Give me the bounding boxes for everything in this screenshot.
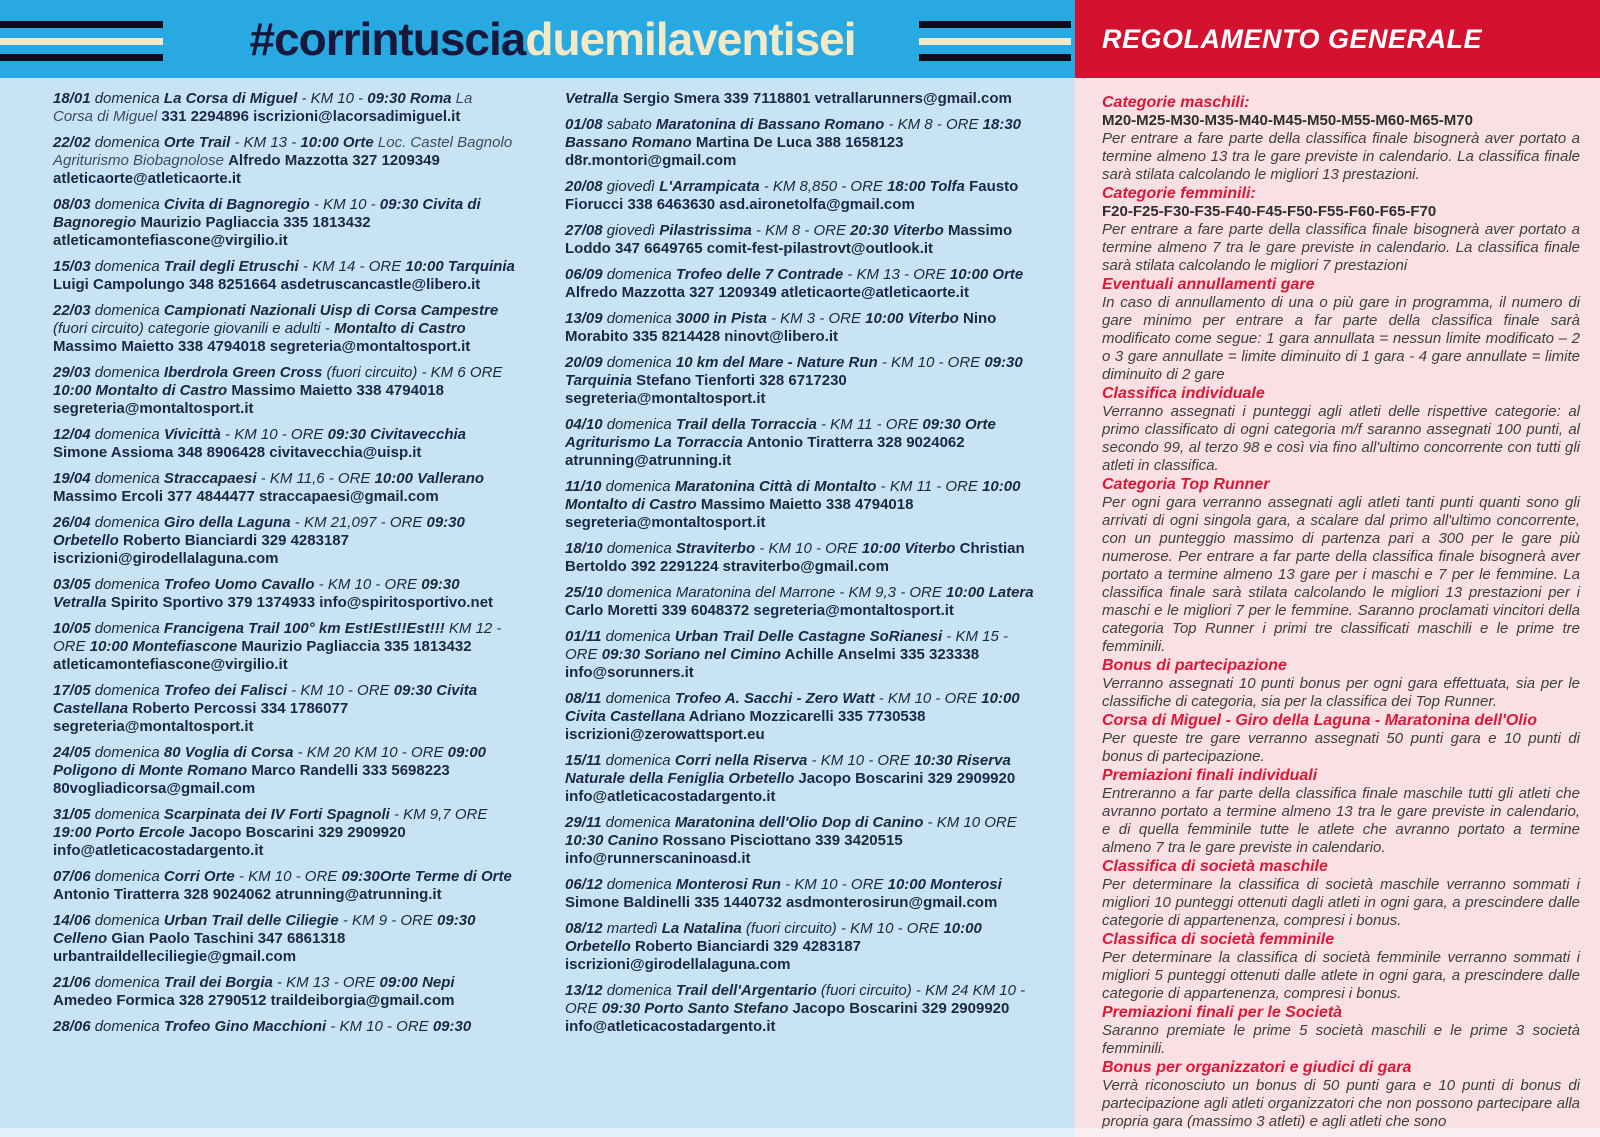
calendar-column-2 [565, 90, 1043, 1044]
title-year: duemilaventisei [525, 13, 856, 65]
rule-text: Entreranno a far parte della classifica finale maschile tutti gli atleti che avranno portato a termine almeno 13 tra le gare previste in calendario, e di quella femminile tutte le atlete che avranno portato a termine almeno 7 tra le gare previste in calendario. [1102, 785, 1580, 856]
calendar-entry: 01/11 domenica Urban Trail Delle Castagne SoRianesi - KM 15 - ORE 09:30 Soriano nel Cimino Achille Anselmi 335 323338 info@sorunners.it [565, 628, 1008, 681]
regolamento-body [1075, 78, 1600, 1131]
regolamento-panel [1075, 0, 1600, 1137]
stripes-right-decoration [919, 21, 1071, 61]
rule-text: In caso di annullamento di una o più gare in programma, il numero di gare minimo per entrare a far parte della classifica finale sarà modificato come segue: 1 gara annullata = nessun limite modificato – 2 o 3 gare annullate = limite diminuito di 1 gara - 4 gare annullate = limite diminuito di 2 gare [1102, 294, 1580, 383]
regolamento-title: REGOLAMENTO GENERALE [1102, 23, 1483, 54]
rule-heading: Premiazioni finali per le Società [1102, 1004, 1343, 1021]
bottom-bleed-strip [0, 1128, 1600, 1137]
calendar-entry: 22/03 domenica Campionati Nazionali Uisp di Corsa Campestre (fuori circuito) categorie giovanili e adulti - Montalto di Castro Massimo Maietto 338 4794018 segreteria@montaltosport.it [53, 302, 499, 355]
calendar-entry: 03/05 domenica Trofeo Uomo Cavallo - KM 10 - ORE 09:30 Vetralla Spirito Sportivo 379 1374933 info@spiritosportivo.net [53, 576, 494, 611]
calendar-entry: 22/02 domenica Orte Trail - KM 13 - 10:00 Orte Loc. Castel Bagnolo Agriturismo Biobagnolose Alfredo Mazzotta 327 1209349 atleticaorte@atleticaorte.it [53, 134, 513, 187]
calendar-entry: 06/09 domenica Trofeo delle 7 Contrade - KM 13 - ORE 10:00 Orte Alfredo Mazzotta 327 1209349 atleticaorte@atleticaorte.it [565, 266, 1024, 301]
calendar-entry: 08/12 martedì La Natalina (fuori circuito) - KM 10 - ORE 10:00 Orbetello Roberto Bianciardi 329 4283187 iscrizioni@girodellalaguna.com [565, 920, 982, 973]
calendar-entry: 12/04 domenica Vivicittà - KM 10 - ORE 09:30 Civitavecchia Simone Assioma 348 8906428 civitavecchia@uisp.it [53, 426, 466, 461]
rule-heading: Premiazioni finali individuali [1102, 767, 1318, 784]
stripe-dark-icon [919, 21, 1071, 28]
stripe-cream-icon [919, 38, 1071, 45]
rule-heading: Classifica di società femminile [1102, 931, 1335, 948]
rule-text: Verranno assegnati 10 punti bonus per ogni gara effettuata, sia per le classifiche di categoria, sia per la classifica dei Top Runner. [1102, 675, 1580, 710]
rule-heading: Categorie femminili: [1102, 185, 1256, 202]
rule-categories: M20-M25-M30-M35-M40-M45-M50-M55-M60-M65-M70 [1102, 112, 1473, 129]
rule-heading: Categorie maschili: [1102, 94, 1250, 111]
calendar-entry: 08/03 domenica Civita di Bagnoregio - KM 10 - 09:30 Civita di Bagnoregio Maurizio Pagliaccia 335 1813432 atleticamontefiascone@virgilio.it [53, 196, 481, 249]
calendar-entry: 15/11 domenica Corri nella Riserva - KM 10 - ORE 10:30 Riserva Naturale della Feniglia Orbetello Jacopo Boscarini 329 2909920 info@atleticacostadargento.it [565, 752, 1016, 805]
calendar-entry: 15/03 domenica Trail degli Etruschi - KM 14 - ORE 10:00 Tarquinia Luigi Campolungo 348 8251664 asdetruscancastle@libero.it [53, 258, 515, 293]
calendar-entry: 18/10 domenica Straviterbo - KM 10 - ORE 10:00 Viterbo Christian Bertoldo 392 2291224 straviterbo@gmail.com [565, 540, 1025, 575]
rule-categories: F20-F25-F30-F35-F40-F45-F50-F55-F60-F65-F70 [1102, 203, 1437, 220]
rule-heading: Classifica di società maschile [1102, 858, 1328, 875]
rule-heading: Bonus per organizzatori e giudici di gara [1102, 1059, 1412, 1076]
calendar-column-1 [53, 90, 515, 1044]
calendar-entry: 24/05 domenica 80 Voglia di Corsa - KM 20 KM 10 - ORE 09:00 Poligono di Monte Romano Marco Randelli 333 5698223 80vogliadicorsa@gmail.com [53, 744, 487, 797]
rule-text: Saranno premiate le prime 5 società maschili e le prime 3 società femminili. [1102, 1022, 1580, 1057]
rule-heading: Eventuali annullamenti gare [1102, 276, 1315, 293]
calendar-entry: 20/09 domenica 10 km del Mare - Nature Run - KM 10 - ORE 09:30 Tarquinia Stefano Tienforti 328 6717230 segreteria@montaltosport.it [565, 354, 1023, 407]
calendar-entry: 20/08 giovedì L'Arrampicata - KM 8,850 - ORE 18:00 Tolfa Fausto Fiorucci 338 6463630 asd.aironetolfa@gmail.com [565, 178, 1019, 213]
calendar-entry: 27/08 giovedì Pilastrissima - KM 8 - ORE 20:30 Viterbo Massimo Loddo 347 6649765 comit-fest-pilastrovt@outlook.it [565, 222, 1013, 257]
calendar-entry: 29/03 domenica Iberdrola Green Cross (fuori circuito) - KM 6 ORE 10:00 Montalto di Castro Massimo Maietto 338 4794018 segreteria@montaltosport.it [53, 364, 503, 417]
calendar-entry: 19/04 domenica Straccapaesi - KM 11,6 - ORE 10:00 Vallerano Massimo Ercoli 377 4844477 straccapaesi@gmail.com [53, 470, 485, 505]
rule-text: Per ogni gara verranno assegnati agli atleti tanti punti quanti sono gli arrivati di ogni singola gara, a scalare dal primo all'ultimo concorrente, con un punteggio massimo di partenza pari a 300 per le gare più numerose. Per entrare a far parte della classifica finale bisognerà aver portato a termine almeno 13 gare per i maschi e 7 per le femmine. La classifica finale sarà stilata calcolando le migliori 13 prestazioni per i maschi e le migliori 7 per le femmine. Saranno proclamati vincitori della categoria Top Runner i primi tre classificati maschili e le prime tre femminili. [1102, 494, 1580, 655]
header-band [0, 0, 1075, 78]
rule-heading: Categoria Top Runner [1102, 476, 1270, 493]
calendar-entry: 08/11 domenica Trofeo A. Sacchi - Zero Watt - KM 10 - ORE 10:00 Civita Castellana Adriano Mozzicarelli 335 7730538 iscrizioni@zerowattsport.eu [565, 690, 1020, 743]
rule-text: Per determinare la classifica di società femminile verranno sommati i migliori 5 punteggi ottenuti dalle atlete in ogni gara, a prescindere dalle categorie di appartenenza, compresi i bonus. [1102, 949, 1580, 1002]
rule-text: Per entrare a fare parte della classifica finale bisognerà aver portato a termine almeno 13 tra le gare previste in calendario. La classifica finale sarà stilata calcolando le migliori 13 prestazioni. [1102, 130, 1580, 183]
stripes-left-decoration [0, 21, 163, 61]
calendar-entry: 13/09 domenica 3000 in Pista - KM 3 - ORE 10:00 Viterbo Nino Morabito 335 8214428 ninovt@libero.it [565, 310, 997, 345]
title-hashtag: #corrintuscia [249, 13, 526, 65]
rule-text: Per entrare a fare parte della classifica finale bisognerà aver portato a termine almeno 7 tra le gare previste in calendario. La classifica finale sarà stilata calcolando le migliori 7 prestazioni [1102, 221, 1580, 274]
rule-text: Per determinare la classifica di società maschile verranno sommati i migliori 10 punteggi ottenuti dagli atleti in ogni gara, a prescindere dalle categorie di appartenenza, compresi i bonus. [1102, 876, 1580, 929]
calendar-entry: 11/10 domenica Maratonina Città di Montalto - KM 11 - ORE 10:00 Montalto di Castro Massimo Maietto 338 4794018 segreteria@montaltosport.it [565, 478, 1021, 531]
stripe-dark-icon [0, 21, 163, 28]
calendar-entry: 06/12 domenica Monterosi Run - KM 10 - ORE 10:00 Monterosi Simone Baldinelli 335 1440732 asdmonterosirun@gmail.com [565, 876, 1002, 911]
rule-heading: Corsa di Miguel - Giro della Laguna - Maratonina dell'Olio [1102, 712, 1537, 729]
rule-heading: Bonus di partecipazione [1102, 657, 1287, 674]
calendar-entry: Vetralla Sergio Smera 339 7118801 vetrallarunners@gmail.com [565, 90, 1012, 107]
rule-text: Verrà riconosciuto un bonus di 50 punti gara e 10 punti di bonus di partecipazione agli atleti organizzatori che non possono partecipare alla propria gara (massimo 3 atleti) e agli atleti che sono [1102, 1077, 1580, 1130]
calendar-entry: 31/05 domenica Scarpinata dei IV Forti Spagnoli - KM 9,7 ORE 19:00 Porto Ercole Jacopo Boscarini 329 2909920 info@atleticacostadargento.it [53, 806, 488, 859]
calendar-entry: 21/06 domenica Trail dei Borgia - KM 13 - ORE 09:00 Nepi Amedeo Formica 328 2790512 traildeiborgia@gmail.com [53, 974, 455, 1009]
stripe-dark-icon [919, 54, 1071, 61]
rule-heading: Classifica individuale [1102, 385, 1265, 402]
regolamento-header [1075, 0, 1600, 78]
calendar-entry: 26/04 domenica Giro della Laguna - KM 21,097 - ORE 09:30 Orbetello Roberto Bianciardi 329 4283187 iscrizioni@girodellalaguna.com [53, 514, 465, 567]
stripe-dark-icon [0, 54, 163, 61]
calendar-entry: 29/11 domenica Maratonina dell'Olio Dop di Canino - KM 10 ORE 10:30 Canino Rossano Pisciottano 339 3420515 info@runnerscaninoasd.it [565, 814, 1017, 867]
rule-text: Verranno assegnati i punteggi agli atleti delle rispettive categorie: al primo classificato di ogni categoria m/f saranno assegnati 100 punti, al secondo 99, al terzo 98 e così via fino all'ultimo concorrente con tutti gli atleti in classifica. [1102, 403, 1580, 474]
calendar-entry: 28/06 domenica Trofeo Gino Macchioni - KM 10 - ORE 09:30 [53, 1018, 472, 1035]
calendar-entry: 14/06 domenica Urban Trail delle Ciliegie - KM 9 - ORE 09:30 Celleno Gian Paolo Taschini 347 6861318 urbantraildelleciliegie@gmail.com [53, 912, 476, 965]
calendar-entry: 04/10 domenica Trail della Torraccia - KM 11 - ORE 09:30 Orte Agriturismo La Torraccia Antonio Tiratterra 328 9024062 atrunning@atrunning.it [565, 416, 996, 469]
calendar-entry: 18/01 domenica La Corsa di Miguel - KM 10 - 09:30 Roma La Corsa di Miguel 331 2294896 iscrizioni@lacorsadimiguel.it [53, 90, 473, 125]
calendar-entry: 17/05 domenica Trofeo dei Falisci - KM 10 - ORE 09:30 Civita Castellana Roberto Percossi 334 1786077 segreteria@montaltosport.it [53, 682, 478, 735]
calendar-entry: 10/05 domenica Francigena Trail 100° km Est!Est!!Est!!! KM 12 - ORE 10:00 Montefiascone Maurizio Pagliaccia 335 1813432 atleticamontefiascone@virgilio.it [53, 620, 502, 673]
page-title [219, 0, 855, 78]
calendar-entry: 01/08 sabato Maratonina di Bassano Romano - KM 8 - ORE 18:30 Bassano Romano Martina De Luca 388 1658123 d8r.montori@gmail.com [565, 116, 1022, 169]
calendar-entry: 13/12 domenica Trail dell'Argentario (fuori circuito) - KM 24 KM 10 - ORE 09:30 Porto Santo Stefano Jacopo Boscarini 329 2909920 info@atleticacostadargento.it [565, 982, 1026, 1035]
calendar-entry: 25/10 domenica Maratonina del Marrone - KM 9,3 - ORE 10:00 Latera Carlo Moretti 339 6048372 segreteria@montaltosport.it [565, 584, 1034, 619]
stripe-cream-icon [0, 38, 163, 45]
calendar-entry: 07/06 domenica Corri Orte - KM 10 - ORE 09:30Orte Terme di Orte Antonio Tiratterra 328 9024062 atrunning@atrunning.it [53, 868, 512, 903]
rule-text: Per queste tre gare verranno assegnati 50 punti gara e 10 punti di bonus di partecipazione. [1102, 730, 1580, 765]
